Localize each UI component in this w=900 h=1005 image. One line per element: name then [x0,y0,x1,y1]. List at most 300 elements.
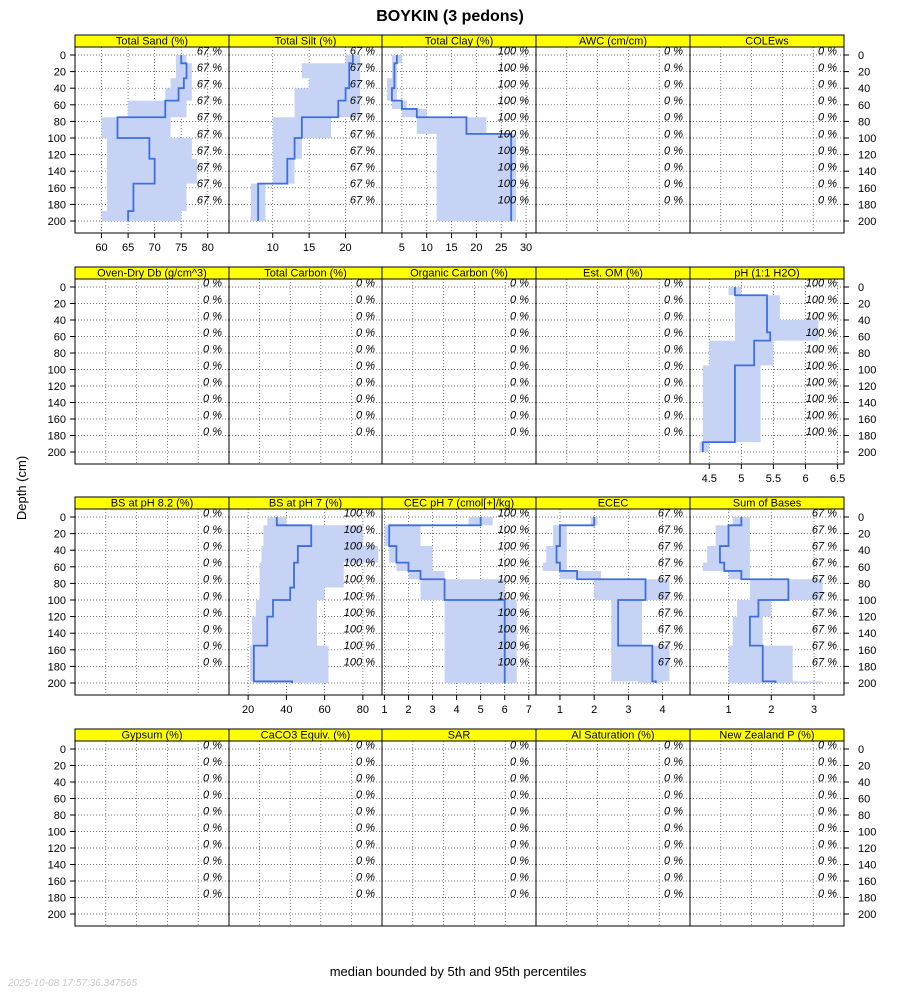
panel-7 [229,267,382,464]
panel-strip-label: Total Sand (%) [115,35,189,48]
contributing-fraction-label: 0 % [664,838,683,851]
depth-tick-label-left: 40 [53,545,66,558]
panel-4 [536,35,690,233]
contributing-fraction-label: 67 % [349,194,375,207]
x-tick-label: 1 [381,704,388,716]
x-tick-label: 10 [266,242,279,254]
contributing-fraction-label: 0 % [818,128,837,141]
contributing-fraction-label: 0 % [818,805,837,818]
depth-tick-label-left: 20 [53,528,66,541]
depth-tick-label-right: 0 [858,512,865,524]
contributing-fraction-label: 0 % [203,887,222,900]
contributing-fraction-label: 0 % [203,507,222,520]
contributing-fraction-label: 0 % [664,425,683,438]
depth-tick-label-right: 60 [858,99,871,112]
x-tick-label: 10 [420,242,433,254]
panel-18 [382,729,536,926]
contributing-fraction-label: 67 % [196,111,222,124]
depth-tick-label-right: 120 [858,843,877,855]
contributing-fraction-label: 100 % [343,573,375,586]
contributing-fraction-label: 0 % [203,425,222,438]
depth-tick-label-right: 160 [858,414,877,426]
depth-tick-label-left: 180 [47,892,66,905]
x-tick-label: 70 [148,242,161,254]
contributing-fraction-label: 0 % [664,326,683,339]
contributing-fraction-label: 67 % [657,640,683,653]
contributing-fraction-label: 0 % [510,838,529,851]
contributing-fraction-label: 0 % [664,128,683,141]
percentile-band [543,517,670,683]
contributing-fraction-label: 0 % [818,61,837,74]
contributing-fraction-label: 0 % [664,739,683,752]
contributing-fraction-label: 0 % [203,590,222,603]
contributing-fraction-label: 0 % [510,310,529,323]
depth-tick-label-right: 20 [858,66,871,79]
contributing-fraction-label: 0 % [356,854,375,867]
contributing-fraction-label: 0 % [818,178,837,191]
contributing-fraction-label: 0 % [664,61,683,74]
contributing-fraction-label: 100 % [497,111,529,124]
contributing-fraction-label: 0 % [510,425,529,438]
panel-1 [75,35,229,254]
x-tick-label: 4.5 [701,473,717,485]
contributing-fraction-label: 0 % [203,805,222,818]
depth-tick-label-right: 60 [858,331,871,344]
contributing-fraction-label: 67 % [196,45,222,58]
contributing-fraction-label: 0 % [818,821,837,834]
contributing-fraction-label: 100 % [497,144,529,157]
x-tick-label: 60 [95,242,108,254]
contributing-fraction-label: 0 % [203,557,222,570]
contributing-fraction-label: 0 % [510,788,529,801]
depth-tick-label-right: 200 [858,216,877,228]
contributing-fraction-label: 0 % [664,887,683,900]
panel-8 [382,267,536,464]
contributing-fraction-label: 0 % [203,854,222,867]
contributing-fraction-label: 0 % [356,425,375,438]
panel-strip-label: CaCO3 Equiv. (%) [260,729,351,742]
contributing-fraction-label: 0 % [203,871,222,884]
x-tick-label: 80 [356,704,369,716]
depth-tick-label-right: 180 [858,199,877,212]
panel-strip-label: BS at pH 7 (%) [268,497,343,510]
x-tick-label: 3 [625,704,632,716]
contributing-fraction-label: 67 % [657,590,683,603]
contributing-fraction-label: 0 % [818,45,837,58]
contributing-fraction-label: 0 % [818,144,837,157]
depth-tick-label-left: 200 [47,216,66,228]
contributing-fraction-label: 67 % [349,61,375,74]
panel-strip-label: BS at pH 8.2 (%) [110,497,194,510]
contributing-fraction-label: 0 % [818,887,837,900]
contributing-fraction-label: 100 % [497,606,529,619]
depth-tick-label-right: 100 [858,595,877,607]
contributing-fraction-label: 100 % [497,194,529,207]
panel-strip-label: ECEC [597,497,629,510]
contributing-fraction-label: 67 % [657,606,683,619]
x-tick-label: 1 [725,704,732,716]
depth-tick-label-right: 140 [858,166,877,179]
panel-strip-label: Gypsum (%) [121,729,183,742]
contributing-fraction-label: 67 % [811,557,837,570]
x-tick-label: 20 [470,242,483,254]
contributing-fraction-label: 0 % [356,871,375,884]
footer-caption: median bounded by 5th and 95th percentiles [329,964,587,979]
depth-tick-label-right: 40 [858,545,871,558]
contributing-fraction-label: 67 % [811,523,837,536]
panels-layer [48,35,877,926]
contributing-fraction-label: 0 % [356,887,375,900]
contributing-fraction-label: 100 % [343,540,375,553]
contributing-fraction-label: 0 % [510,871,529,884]
contributing-fraction-label: 100 % [805,392,837,405]
x-tick-label: 15 [303,242,316,254]
x-tick-label: 80 [201,242,214,254]
contributing-fraction-label: 100 % [805,376,837,389]
contributing-fraction-label: 0 % [818,739,837,752]
contributing-fraction-label: 67 % [811,590,837,603]
depth-tick-label-left: 60 [53,331,66,344]
depth-tick-label-right: 200 [858,678,877,690]
depth-tick-label-right: 60 [858,793,871,806]
depth-tick-label-right: 140 [858,859,877,872]
depth-tick-label-left: 80 [53,810,66,822]
depth-tick-label-left: 140 [47,166,66,179]
contributing-fraction-label: 0 % [356,326,375,339]
panel-9 [536,267,690,464]
contributing-fraction-label: 0 % [203,343,222,356]
depth-tick-label-left: 0 [59,744,66,756]
panel-10 [690,267,845,485]
y-axis-label: Depth (cm) [14,455,29,521]
contributing-fraction-label: 0 % [356,310,375,323]
panel-strip-label: AWC (cm/cm) [578,35,648,48]
depth-tick-label-right: 0 [858,744,865,756]
panel-15 [690,497,844,716]
contributing-fraction-label: 100 % [343,640,375,653]
contributing-fraction-label: 0 % [664,788,683,801]
depth-tick-label-right: 60 [858,561,871,574]
contributing-fraction-label: 67 % [811,606,837,619]
x-tick-label: 6.5 [829,473,846,485]
depth-tick-label-right: 180 [858,430,877,443]
depth-tick-label-right: 40 [858,83,871,96]
depth-tick-label-right: 160 [858,644,877,657]
contributing-fraction-label: 0 % [510,409,529,422]
contributing-fraction-label: 67 % [349,128,375,141]
contributing-fraction-label: 67 % [349,178,375,191]
contributing-fraction-label: 100 % [343,507,375,520]
panel-strip-label: Al Saturation (%) [571,729,655,742]
contributing-fraction-label: 100 % [343,623,375,636]
contributing-fraction-label: 100 % [497,61,529,74]
depth-tick-label-left: 80 [53,348,66,360]
x-tick-label: 40 [280,704,293,716]
contributing-fraction-label: 100 % [497,95,529,108]
contributing-fraction-label: 0 % [356,376,375,389]
contributing-fraction-label: 0 % [203,606,222,619]
contributing-fraction-label: 67 % [196,194,222,207]
panel-13 [381,497,536,716]
depth-tick-label-left: 60 [53,561,66,574]
x-tick-label: 60 [318,704,331,716]
contributing-fraction-label: 100 % [497,78,529,91]
depth-tick-label-right: 160 [858,876,877,888]
contributing-fraction-label: 0 % [818,95,837,108]
panel-strip-label: Sum of Bases [732,497,802,510]
x-tick-label: 3 [429,704,436,716]
depth-tick-label-left: 20 [53,760,66,773]
depth-tick-label-left: 40 [53,83,66,96]
panel-strip-label: Total Carbon (%) [264,267,347,280]
depth-tick-label-right: 100 [858,826,877,839]
contributing-fraction-label: 0 % [664,45,683,58]
x-tick-label: 65 [121,242,135,254]
depth-tick-label-left: 60 [53,793,66,806]
contributing-fraction-label: 67 % [196,61,222,74]
contributing-fraction-label: 0 % [664,78,683,91]
depth-tick-label-right: 200 [858,447,877,459]
depth-tick-label-left: 20 [53,298,66,311]
contributing-fraction-label: 0 % [664,392,683,405]
depth-tick-label-left: 120 [47,843,66,855]
contributing-fraction-label: 0 % [203,326,222,339]
contributing-fraction-label: 0 % [203,772,222,785]
contributing-fraction-label: 67 % [349,78,375,91]
depth-tick-label-left: 160 [47,644,66,657]
depth-tick-label-left: 40 [53,777,66,789]
contributing-fraction-label: 67 % [196,161,222,174]
contributing-fraction-label: 0 % [510,887,529,900]
depth-tick-label-right: 120 [858,381,877,393]
contributing-fraction-label: 0 % [203,310,222,323]
x-tick-label: 6 [501,704,508,716]
depth-tick-label-left: 140 [47,397,66,410]
depth-tick-label-left: 100 [47,364,66,377]
contributing-fraction-label: 100 % [805,409,837,422]
contributing-fraction-label: 0 % [203,821,222,834]
x-tick-label: 20 [242,704,255,716]
contributing-fraction-label: 100 % [805,343,837,356]
depth-tick-label-left: 200 [47,447,66,459]
contributing-fraction-label: 0 % [356,277,375,290]
depth-tick-label-left: 180 [47,661,66,674]
depth-tick-label-right: 140 [858,628,877,641]
contributing-fraction-label: 0 % [203,359,222,372]
contributing-fraction-label: 100 % [497,557,529,570]
contributing-fraction-label: 0 % [818,194,837,207]
contributing-fraction-label: 100 % [805,326,837,339]
contributing-fraction-label: 100 % [497,523,529,536]
contributing-fraction-label: 0 % [203,623,222,636]
depth-tick-label-right: 180 [858,892,877,905]
contributing-fraction-label: 0 % [203,376,222,389]
contributing-fraction-label: 0 % [664,359,683,372]
x-tick-label: 7 [525,704,532,716]
panel-strip-label: Est. OM (%) [583,267,643,280]
x-tick-label: 5.5 [765,473,782,485]
contributing-fraction-label: 0 % [664,871,683,884]
panel-strip-label: CEC pH 7 (cmol[+]/kg) [403,497,515,510]
contributing-fraction-label: 0 % [818,161,837,174]
panel-3 [382,35,536,254]
depth-tick-label-left: 20 [53,66,66,79]
x-tick-label: 5 [738,473,745,485]
contributing-fraction-label: 100 % [805,277,837,290]
depth-tick-label-right: 40 [858,777,871,789]
depth-tick-label-left: 200 [47,678,66,690]
contributing-fraction-label: 100 % [805,310,837,323]
contributing-fraction-label: 0 % [664,95,683,108]
contributing-fraction-label: 0 % [203,293,222,306]
contributing-fraction-label: 0 % [356,821,375,834]
x-tick-label: 25 [495,242,508,254]
panel-16 [75,729,229,926]
contributing-fraction-label: 0 % [356,772,375,785]
depth-tick-label-left: 0 [59,50,66,62]
x-tick-label: 5 [398,242,405,254]
depth-tick-label-left: 200 [47,909,66,921]
panel-19 [536,729,690,926]
depth-tick-label-left: 100 [47,826,66,839]
contributing-fraction-label: 67 % [657,573,683,586]
contributing-fraction-label: 67 % [349,45,375,58]
x-tick-label: 2 [768,704,775,716]
contributing-fraction-label: 100 % [343,523,375,536]
depth-tick-label-right: 0 [858,50,865,62]
contributing-fraction-label: 0 % [356,343,375,356]
x-tick-label: 6 [802,473,809,485]
contributing-fraction-label: 0 % [356,392,375,405]
contributing-fraction-label: 100 % [497,623,529,636]
contributing-fraction-label: 0 % [203,755,222,768]
x-tick-label: 5 [477,704,484,716]
x-tick-label: 2 [591,704,598,716]
x-tick-label: 3 [810,704,818,716]
x-tick-label: 75 [175,242,188,254]
contributing-fraction-label: 0 % [356,409,375,422]
contributing-fraction-label: 67 % [196,78,222,91]
contributing-fraction-label: 67 % [349,95,375,108]
depth-tick-label-left: 80 [53,116,66,129]
depth-tick-label-left: 120 [47,149,66,162]
percentile-band [700,287,819,452]
contributing-fraction-label: 0 % [818,78,837,91]
timestamp: 2025-10-08 17:57:36.347565 [8,978,138,989]
depth-tick-label-right: 80 [858,578,871,591]
contributing-fraction-label: 67 % [811,573,837,586]
panel-strip-label: Total Clay (%) [424,35,494,48]
depth-tick-label-right: 100 [858,133,877,145]
contributing-fraction-label: 0 % [510,739,529,752]
contributing-fraction-label: 100 % [343,656,375,669]
contributing-fraction-label: 0 % [203,523,222,536]
contributing-fraction-label: 0 % [203,656,222,669]
contributing-fraction-label: 0 % [818,111,837,124]
contributing-fraction-label: 0 % [664,854,683,867]
contributing-fraction-label: 100 % [805,425,837,438]
depth-tick-label-left: 160 [47,182,66,195]
contributing-fraction-label: 0 % [664,409,683,422]
contributing-fraction-label: 100 % [497,128,529,141]
contributing-fraction-label: 0 % [510,359,529,372]
contributing-fraction-label: 100 % [805,359,837,372]
contributing-fraction-label: 0 % [664,772,683,785]
contributing-fraction-label: 67 % [811,656,837,669]
panel-11 [75,497,229,695]
depth-tick-label-right: 20 [858,298,871,311]
depth-tick-label-left: 40 [53,315,66,327]
depth-tick-label-right: 160 [858,182,877,195]
contributing-fraction-label: 0 % [818,871,837,884]
contributing-fraction-label: 0 % [510,772,529,785]
contributing-fraction-label: 0 % [664,111,683,124]
contributing-fraction-label: 0 % [664,343,683,356]
panel-12 [229,497,382,716]
contributing-fraction-label: 0 % [510,277,529,290]
depth-tick-label-right: 80 [858,810,871,822]
contributing-fraction-label: 0 % [664,821,683,834]
contributing-fraction-label: 0 % [818,838,837,851]
contributing-fraction-label: 0 % [356,805,375,818]
depth-tick-label-right: 120 [858,149,877,162]
x-tick-label: 15 [445,242,458,254]
depth-tick-label-left: 160 [47,876,66,888]
contributing-fraction-label: 67 % [196,95,222,108]
panel-17 [229,729,382,926]
depth-tick-label-right: 180 [858,661,877,674]
contributing-fraction-label: 0 % [356,838,375,851]
contributing-fraction-label: 0 % [203,409,222,422]
panel-2 [229,35,382,254]
contributing-fraction-label: 0 % [203,788,222,801]
contributing-fraction-label: 0 % [664,805,683,818]
contributing-fraction-label: 0 % [664,755,683,768]
contributing-fraction-label: 100 % [343,557,375,570]
depth-tick-label-right: 120 [858,611,877,624]
contributing-fraction-label: 0 % [510,376,529,389]
contributing-fraction-label: 67 % [196,144,222,157]
contributing-fraction-label: 0 % [664,376,683,389]
depth-tick-label-right: 20 [858,528,871,541]
contributing-fraction-label: 0 % [203,739,222,752]
contributing-fraction-label: 0 % [664,194,683,207]
x-tick-label: 30 [519,242,533,254]
panel-14 [536,497,690,716]
depth-tick-label-left: 100 [47,595,66,607]
depth-tick-label-right: 80 [858,116,871,129]
contributing-fraction-label: 67 % [196,128,222,141]
contributing-fraction-label: 100 % [497,656,529,669]
contributing-fraction-label: 67 % [811,540,837,553]
contributing-fraction-label: 67 % [349,144,375,157]
contributing-fraction-label: 0 % [203,838,222,851]
contributing-fraction-label: 0 % [356,755,375,768]
chart-title: BOYKIN (3 pedons) [376,8,524,25]
contributing-fraction-label: 100 % [497,573,529,586]
x-tick-label: 4 [453,704,460,716]
depth-tick-label-right: 100 [858,364,877,377]
contributing-fraction-label: 0 % [203,640,222,653]
panel-5 [690,35,844,233]
x-tick-label: 20 [339,242,352,254]
contributing-fraction-label: 67 % [657,540,683,553]
contributing-fraction-label: 100 % [497,590,529,603]
contributing-fraction-label: 100 % [497,161,529,174]
contributing-fraction-label: 100 % [497,640,529,653]
depth-tick-label-right: 140 [858,397,877,410]
contributing-fraction-label: 67 % [657,623,683,636]
